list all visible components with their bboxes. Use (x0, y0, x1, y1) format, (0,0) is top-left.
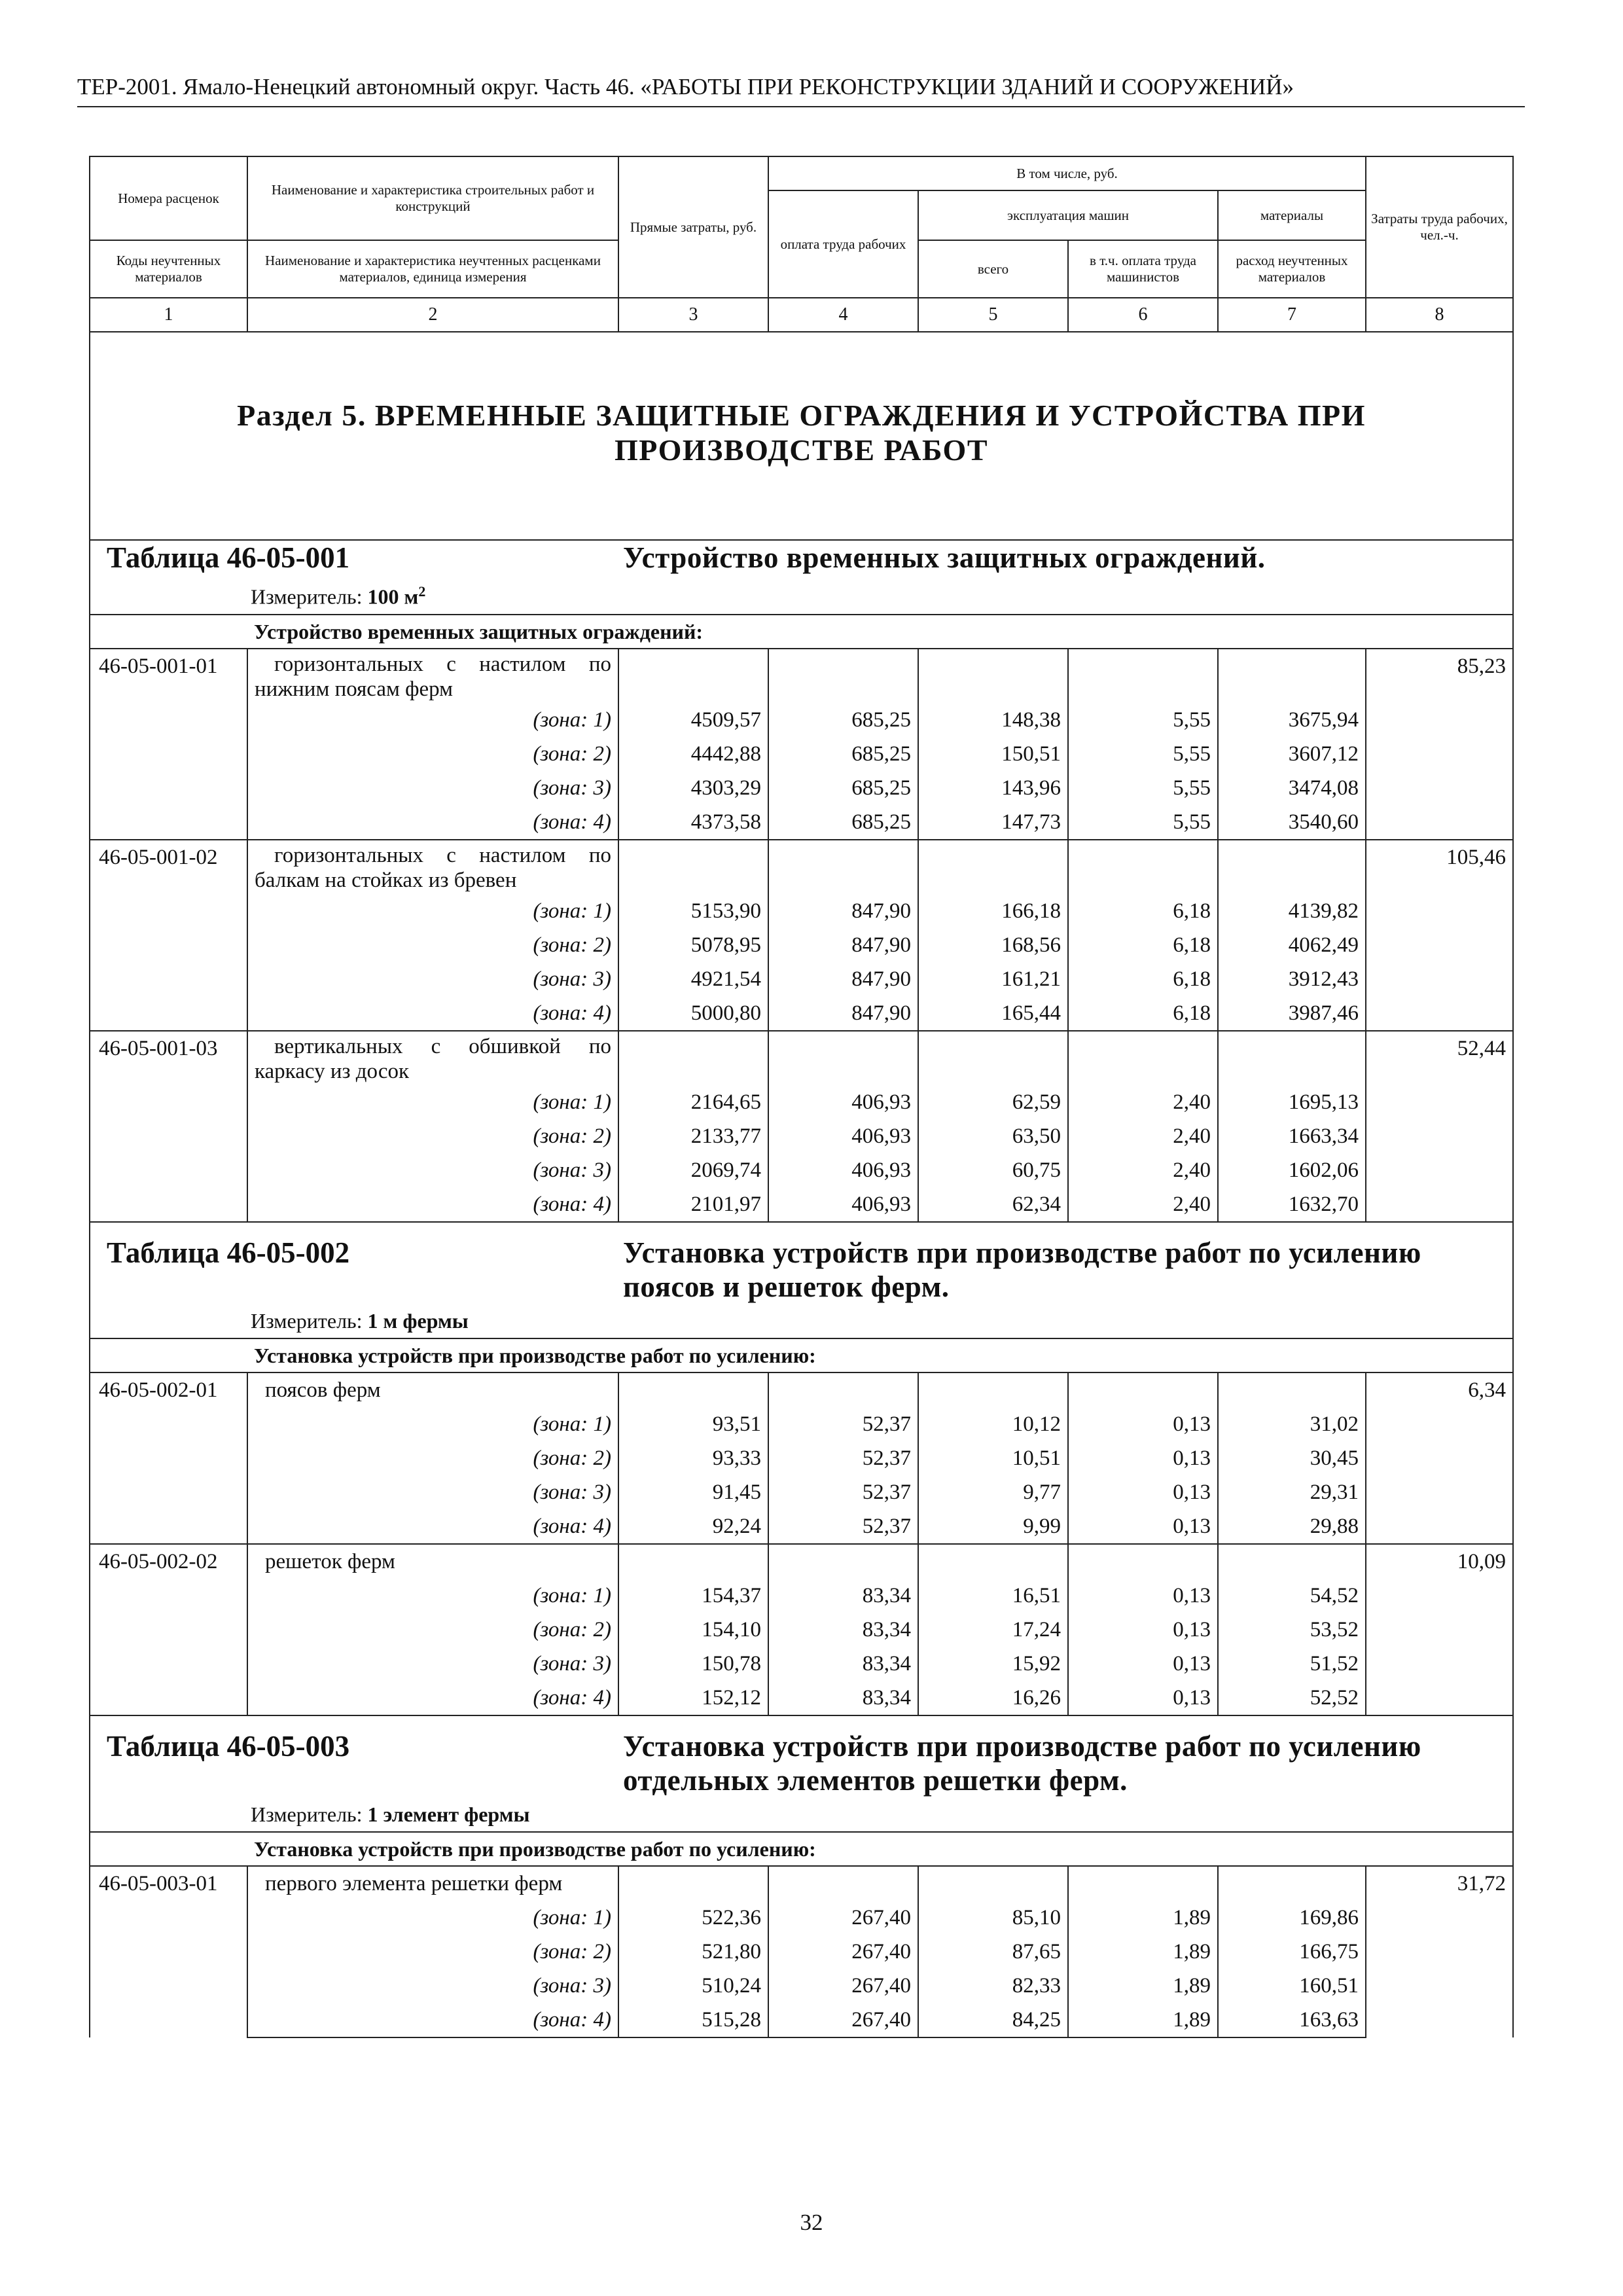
rate-name (247, 1031, 618, 1085)
rate-code: 46-05-001-01 (90, 649, 247, 840)
direct-costs-value: 5078,95 (618, 928, 768, 962)
direct-costs-value: 515,28 (618, 2003, 768, 2037)
col-number: 5 (918, 298, 1068, 332)
operator-pay-value: 6,18 (1068, 894, 1218, 928)
table-title: Установка устройств при производстве работ по усилению поясов и решеток ферм. (623, 1236, 1421, 1303)
page-number: 32 (800, 2210, 823, 2235)
direct-costs-value: 150,78 (618, 1647, 768, 1681)
zone-label: (зона: 4) (247, 1681, 618, 1715)
col-materials: материалы (1218, 190, 1366, 240)
subheading-spacer (90, 1338, 247, 1372)
machine-total-value: 165,44 (918, 996, 1068, 1031)
empty-cell (1218, 1372, 1366, 1407)
operator-pay-value: 5,55 (1068, 771, 1218, 805)
worker-pay-value: 406,93 (768, 1119, 918, 1153)
zone-label: (зона: 3) (247, 771, 618, 805)
materials-value: 1632,70 (1218, 1187, 1366, 1222)
zone-label: (зона: 4) (247, 1509, 618, 1544)
empty-cell (1068, 1372, 1218, 1407)
worker-pay-value: 847,90 (768, 996, 918, 1031)
rate-name-text: вертикальных с обшивкой по каркасу из досок (255, 1034, 611, 1083)
operator-pay-value: 2,40 (1068, 1119, 1218, 1153)
rate-name (247, 1866, 618, 1901)
materials-value: 31,02 (1218, 1407, 1366, 1441)
col-rate-numbers: Номера расценок (90, 156, 247, 240)
operator-pay-value: 5,55 (1068, 703, 1218, 737)
zone-row (90, 894, 1513, 928)
empty-cell (918, 1372, 1068, 1407)
labor-cost: 85,23 (1366, 649, 1513, 840)
empty-cell (918, 649, 1068, 703)
col-number: 2 (247, 298, 618, 332)
rate-code: 46-05-001-03 (90, 1031, 247, 1222)
materials-value: 166,75 (1218, 1935, 1366, 1969)
materials-value: 4139,82 (1218, 894, 1366, 928)
operator-pay-value: 1,89 (1068, 1969, 1218, 2003)
worker-pay-value: 847,90 (768, 894, 918, 928)
table-subheading: Устройство временных защитных ограждений: (247, 615, 1513, 649)
machine-total-value: 9,77 (918, 1475, 1068, 1509)
materials-value: 30,45 (1218, 1441, 1366, 1475)
materials-value: 3987,46 (1218, 996, 1366, 1031)
empty-cell (618, 649, 768, 703)
rate-name-text: горизонтальных с настилом по балкам на стойках из бревен (255, 843, 611, 892)
materials-value: 3912,43 (1218, 962, 1366, 996)
zone-row (90, 1647, 1513, 1681)
empty-cell (1218, 840, 1366, 894)
machine-total-value: 85,10 (918, 1901, 1068, 1935)
materials-value: 3474,08 (1218, 771, 1366, 805)
empty-cell (618, 1031, 768, 1085)
rate-item-row (90, 649, 1513, 703)
worker-pay-value: 267,40 (768, 1969, 918, 2003)
empty-cell (768, 1372, 918, 1407)
direct-costs-value: 91,45 (618, 1475, 768, 1509)
meter-label: Измеритель: (251, 584, 363, 609)
zone-label: (зона: 4) (247, 996, 618, 1031)
direct-costs-value: 4509,57 (618, 703, 768, 737)
worker-pay-value: 83,34 (768, 1647, 918, 1681)
table-heading (90, 540, 1513, 615)
direct-costs-value: 4303,29 (618, 771, 768, 805)
machine-total-value: 147,73 (918, 805, 1068, 840)
meter-label: Измеритель: (251, 1308, 363, 1333)
materials-value: 52,52 (1218, 1681, 1366, 1715)
materials-value: 29,88 (1218, 1509, 1366, 1544)
operator-pay-value: 0,13 (1068, 1613, 1218, 1647)
materials-value: 1602,06 (1218, 1153, 1366, 1187)
machine-total-value: 148,38 (918, 703, 1068, 737)
empty-cell (1068, 649, 1218, 703)
zone-row (90, 703, 1513, 737)
zone-row (90, 2003, 1513, 2037)
section-title: Раздел 5. ВРЕМЕННЫЕ ЗАЩИТНЫЕ ОГРАЖДЕНИЯ И УСТРОЙСТВА ПРИ ПРОИЗВОДСТВЕ РАБОТ (237, 399, 1366, 467)
empty-cell (1218, 1031, 1366, 1085)
worker-pay-value: 52,37 (768, 1407, 918, 1441)
col-number: 4 (768, 298, 918, 332)
zone-label: (зона: 2) (247, 737, 618, 771)
materials-value: 4062,49 (1218, 928, 1366, 962)
empty-cell (618, 1372, 768, 1407)
operator-pay-value: 0,13 (1068, 1579, 1218, 1613)
direct-costs-value: 5000,80 (618, 996, 768, 1031)
table-meter (90, 1304, 1512, 1338)
zone-row (90, 1901, 1513, 1935)
subheading-spacer (90, 615, 247, 649)
machine-total-value: 10,12 (918, 1407, 1068, 1441)
machine-total-value: 84,25 (918, 2003, 1068, 2037)
col-number: 6 (1068, 298, 1218, 332)
machine-total-value: 9,99 (918, 1509, 1068, 1544)
empty-cell (618, 1544, 768, 1579)
section-block (90, 332, 1513, 540)
rate-item-row (90, 1866, 1513, 1901)
rate-name (247, 1544, 618, 1579)
direct-costs-value: 2133,77 (618, 1119, 768, 1153)
table-heading-row (90, 1715, 1513, 1832)
materials-value: 3607,12 (1218, 737, 1366, 771)
zone-row (90, 1441, 1513, 1475)
operator-pay-value: 5,55 (1068, 737, 1218, 771)
rate-name-text: первого элемента решетки ферм (265, 1871, 563, 1895)
labor-cost: 6,34 (1366, 1372, 1513, 1544)
materials-value: 163,63 (1218, 2003, 1366, 2037)
table-title: Установка устройств при производстве работ по усилению отдельных элементов решетки ферм. (623, 1729, 1421, 1797)
empty-cell (1068, 1866, 1218, 1901)
zone-label: (зона: 1) (247, 1901, 618, 1935)
operator-pay-value: 0,13 (1068, 1681, 1218, 1715)
operator-pay-value: 6,18 (1068, 996, 1218, 1031)
subheading-spacer (90, 1832, 247, 1866)
table-number: Таблица 46-05-003 (107, 1729, 350, 1763)
table-subheading: Установка устройств при производстве работ по усилению: (247, 1832, 1513, 1866)
worker-pay-value: 267,40 (768, 1935, 918, 1969)
machine-total-value: 10,51 (918, 1441, 1068, 1475)
zone-label: (зона: 3) (247, 1647, 618, 1681)
meter-value: 1 м фермы (367, 1308, 469, 1333)
direct-costs-value: 93,33 (618, 1441, 768, 1475)
operator-pay-value: 0,13 (1068, 1647, 1218, 1681)
machine-total-value: 17,24 (918, 1613, 1068, 1647)
zone-label: (зона: 3) (247, 1475, 618, 1509)
labor-cost: 31,72 (1366, 1866, 1513, 2037)
table-subheading-row (90, 615, 1513, 649)
table-heading-row (90, 1222, 1513, 1338)
col-number: 3 (618, 298, 768, 332)
col-number: 1 (90, 298, 247, 332)
worker-pay-value: 685,25 (768, 805, 918, 840)
zone-row (90, 1085, 1513, 1119)
machine-total-value: 143,96 (918, 771, 1068, 805)
zone-label: (зона: 3) (247, 1969, 618, 2003)
table-number: Таблица 46-05-002 (107, 1236, 350, 1269)
zone-row (90, 1509, 1513, 1544)
direct-costs-value: 2164,65 (618, 1085, 768, 1119)
empty-cell (1068, 840, 1218, 894)
rate-name-text: поясов ферм (265, 1378, 381, 1402)
empty-cell (918, 840, 1068, 894)
materials-value: 3675,94 (1218, 703, 1366, 737)
materials-value: 1695,13 (1218, 1085, 1366, 1119)
direct-costs-value: 4442,88 (618, 737, 768, 771)
machine-total-value: 161,21 (918, 962, 1068, 996)
table-subheading: Установка устройств при производстве работ по усилению: (247, 1338, 1513, 1372)
machine-total-value: 16,51 (918, 1579, 1068, 1613)
direct-costs-value: 2069,74 (618, 1153, 768, 1187)
meter-value: 100 м (367, 584, 419, 609)
direct-costs-value: 4373,58 (618, 805, 768, 840)
zone-label: (зона: 1) (247, 703, 618, 737)
col-machine-operation: эксплуатация машин (918, 190, 1218, 240)
zone-row (90, 1475, 1513, 1509)
machine-total-value: 168,56 (918, 928, 1068, 962)
operator-pay-value: 1,89 (1068, 1901, 1218, 1935)
table-subheading-row (90, 1832, 1513, 1866)
zone-row (90, 1613, 1513, 1647)
direct-costs-value: 5153,90 (618, 894, 768, 928)
direct-costs-value: 510,24 (618, 1969, 768, 2003)
table-meter (90, 575, 1512, 614)
empty-cell (918, 1866, 1068, 1901)
empty-cell (1218, 1866, 1366, 1901)
worker-pay-value: 52,37 (768, 1509, 918, 1544)
machine-total-value: 63,50 (918, 1119, 1068, 1153)
zone-row (90, 1935, 1513, 1969)
zone-label: (зона: 3) (247, 962, 618, 996)
machine-total-value: 150,51 (918, 737, 1068, 771)
worker-pay-value: 406,93 (768, 1187, 918, 1222)
empty-cell (1218, 649, 1366, 703)
worker-pay-value: 83,34 (768, 1613, 918, 1647)
worker-pay-value: 83,34 (768, 1681, 918, 1715)
meter-superscript: 2 (418, 583, 426, 600)
empty-cell (768, 1031, 918, 1085)
machine-total-value: 62,34 (918, 1187, 1068, 1222)
rate-code: 46-05-002-01 (90, 1372, 247, 1544)
zone-row (90, 1681, 1513, 1715)
table-meter (90, 1797, 1512, 1831)
empty-cell (768, 1544, 918, 1579)
worker-pay-value: 847,90 (768, 928, 918, 962)
table-heading-row (90, 540, 1513, 615)
table-title-block (90, 1729, 1512, 1797)
materials-value: 54,52 (1218, 1579, 1366, 1613)
empty-cell (1218, 1544, 1366, 1579)
worker-pay-value: 267,40 (768, 2003, 918, 2037)
materials-value: 53,52 (1218, 1613, 1366, 1647)
zone-label: (зона: 4) (247, 1187, 618, 1222)
empty-cell (1068, 1544, 1218, 1579)
machine-total-value: 82,33 (918, 1969, 1068, 2003)
labor-cost: 52,44 (1366, 1031, 1513, 1222)
zone-label: (зона: 4) (247, 2003, 618, 2037)
direct-costs-value: 4921,54 (618, 962, 768, 996)
labor-cost: 10,09 (1366, 1544, 1513, 1715)
zone-row (90, 1969, 1513, 2003)
operator-pay-value: 6,18 (1068, 928, 1218, 962)
empty-cell (1068, 1031, 1218, 1085)
zone-label: (зона: 2) (247, 928, 618, 962)
rate-name-text: горизонтальных с настилом по нижним поясам ферм (255, 652, 611, 701)
materials-value: 29,31 (1218, 1475, 1366, 1509)
col-material-codes: Коды неучтенных материалов (90, 240, 247, 298)
worker-pay-value: 52,37 (768, 1441, 918, 1475)
empty-cell (918, 1544, 1068, 1579)
table-heading (90, 1715, 1513, 1832)
machine-total-value: 166,18 (918, 894, 1068, 928)
operator-pay-value: 6,18 (1068, 962, 1218, 996)
materials-value: 169,86 (1218, 1901, 1366, 1935)
machine-total-value: 60,75 (918, 1153, 1068, 1187)
meter-label: Измеритель: (251, 1802, 363, 1826)
operator-pay-value: 0,13 (1068, 1441, 1218, 1475)
zone-row (90, 737, 1513, 771)
table-heading (90, 1222, 1513, 1338)
direct-costs-value: 152,12 (618, 1681, 768, 1715)
table-number: Таблица 46-05-001 (107, 541, 350, 574)
operator-pay-value: 1,89 (1068, 2003, 1218, 2037)
rate-code: 46-05-001-02 (90, 840, 247, 1031)
rate-item-row (90, 840, 1513, 894)
zone-label: (зона: 2) (247, 1935, 618, 1969)
direct-costs-value: 522,36 (618, 1901, 768, 1935)
worker-pay-value: 685,25 (768, 737, 918, 771)
zone-row (90, 928, 1513, 962)
col-worker-pay: оплата труда рабочих (768, 190, 918, 298)
operator-pay-value: 0,13 (1068, 1407, 1218, 1441)
zone-row (90, 1187, 1513, 1222)
operator-pay-value: 1,89 (1068, 1935, 1218, 1969)
rate-code: 46-05-003-01 (90, 1866, 247, 2037)
materials-value: 3540,60 (1218, 805, 1366, 840)
rate-name (247, 1372, 618, 1407)
rate-item-row (90, 1031, 1513, 1085)
empty-cell (618, 840, 768, 894)
materials-value: 51,52 (1218, 1647, 1366, 1681)
rate-item-row (90, 1372, 1513, 1407)
operator-pay-value: 2,40 (1068, 1187, 1218, 1222)
rate-item-row (90, 1544, 1513, 1579)
col-number: 7 (1218, 298, 1366, 332)
operator-pay-value: 0,13 (1068, 1475, 1218, 1509)
worker-pay-value: 406,93 (768, 1085, 918, 1119)
worker-pay-value: 267,40 (768, 1901, 918, 1935)
zone-row (90, 1579, 1513, 1613)
col-number: 8 (1366, 298, 1513, 332)
machine-total-value: 15,92 (918, 1647, 1068, 1681)
zone-label: (зона: 1) (247, 1407, 618, 1441)
worker-pay-value: 847,90 (768, 962, 918, 996)
col-labor-costs: Затраты труда рабочих, чел.-ч. (1366, 156, 1513, 298)
machine-total-value: 62,59 (918, 1085, 1068, 1119)
empty-cell (918, 1031, 1068, 1085)
zone-label: (зона: 4) (247, 805, 618, 840)
zone-label: (зона: 1) (247, 894, 618, 928)
table-title: Устройство временных защитных ограждений. (623, 541, 1266, 574)
operator-pay-value: 2,40 (1068, 1085, 1218, 1119)
table-subheading-row (90, 1338, 1513, 1372)
zone-label: (зона: 2) (247, 1441, 618, 1475)
empty-cell (768, 840, 918, 894)
direct-costs-value: 521,80 (618, 1935, 768, 1969)
operator-pay-value: 0,13 (1068, 1509, 1218, 1544)
direct-costs-value: 93,51 (618, 1407, 768, 1441)
materials-value: 1663,34 (1218, 1119, 1366, 1153)
table-title-block (90, 1236, 1512, 1304)
zone-label: (зона: 1) (247, 1579, 618, 1613)
rate-code: 46-05-002-02 (90, 1544, 247, 1715)
operator-pay-value: 5,55 (1068, 805, 1218, 840)
document-header: ТЕР-2001. Ямало-Ненецкий автономный округ. Часть 46. «РАБОТЫ ПРИ РЕКОНСТРУКЦИИ ЗДАНИЙ И СООРУЖЕНИЙ» (77, 74, 1294, 99)
empty-cell (768, 1866, 918, 1901)
zone-label: (зона: 3) (247, 1153, 618, 1187)
empty-cell (768, 649, 918, 703)
worker-pay-value: 406,93 (768, 1153, 918, 1187)
col-machine-total: всего (918, 240, 1068, 298)
header-rule (77, 106, 1525, 107)
worker-pay-value: 685,25 (768, 703, 918, 737)
rate-name (247, 649, 618, 703)
zone-label: (зона: 2) (247, 1613, 618, 1647)
zone-row (90, 805, 1513, 840)
rate-name-text: решеток ферм (265, 1549, 395, 1573)
operator-pay-value: 2,40 (1068, 1153, 1218, 1187)
table-title-block (90, 541, 1512, 575)
zone-row (90, 1153, 1513, 1187)
materials-value: 160,51 (1218, 1969, 1366, 2003)
direct-costs-value: 2101,97 (618, 1187, 768, 1222)
col-unaccounted-materials: расход неучтенных материалов (1218, 240, 1366, 298)
zone-row (90, 996, 1513, 1031)
zone-row (90, 1407, 1513, 1441)
worker-pay-value: 52,37 (768, 1475, 918, 1509)
empty-cell (618, 1866, 768, 1901)
direct-costs-value: 154,10 (618, 1613, 768, 1647)
zone-row (90, 962, 1513, 996)
zone-row (90, 771, 1513, 805)
direct-costs-value: 92,24 (618, 1509, 768, 1544)
col-work-name: Наименование и характеристика строительных работ и конструкций (247, 156, 618, 240)
worker-pay-value: 83,34 (768, 1579, 918, 1613)
labor-cost: 105,46 (1366, 840, 1513, 1031)
zone-label: (зона: 2) (247, 1119, 618, 1153)
col-direct-costs: Прямые затраты, руб. (618, 156, 768, 298)
col-operator-pay: в т.ч. оплата труда машинистов (1068, 240, 1218, 298)
zone-label: (зона: 1) (247, 1085, 618, 1119)
direct-costs-value: 154,37 (618, 1579, 768, 1613)
col-material-names: Наименование и характеристика неучтенных расценками материалов, единица измерения (247, 240, 618, 298)
rates-table (89, 156, 1514, 2038)
machine-total-value: 87,65 (918, 1935, 1068, 1969)
meter-value: 1 элемент фермы (367, 1802, 530, 1826)
worker-pay-value: 685,25 (768, 771, 918, 805)
col-including: В том числе, руб. (768, 156, 1366, 190)
zone-row (90, 1119, 1513, 1153)
rate-name (247, 840, 618, 894)
machine-total-value: 16,26 (918, 1681, 1068, 1715)
